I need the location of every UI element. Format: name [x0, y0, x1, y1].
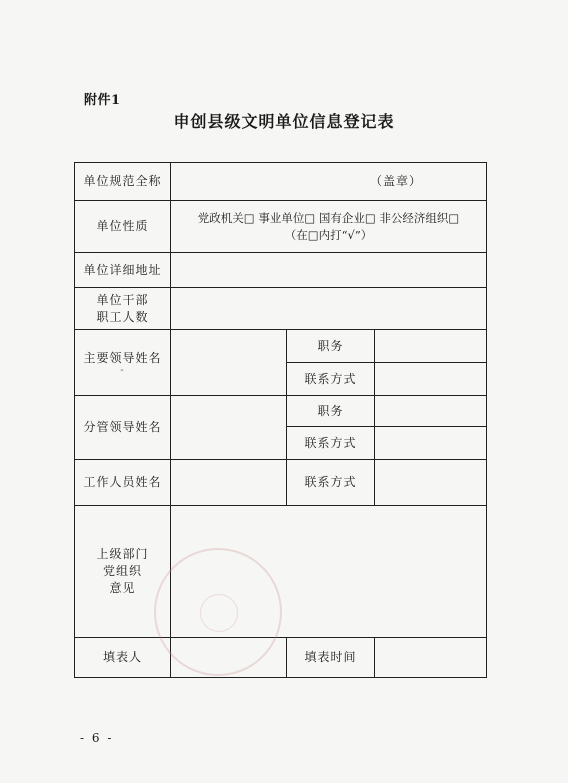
- page-number: - 6 -: [80, 731, 114, 745]
- attachment-label: 附件1: [84, 93, 121, 108]
- fill-time-field[interactable]: [375, 638, 487, 678]
- faint-seal-stamp: [154, 548, 282, 676]
- form-title: 申创县级文明单位信息登记表: [173, 112, 395, 131]
- unit-nature-field[interactable]: [171, 201, 487, 253]
- filler-label: 填表人: [75, 638, 171, 678]
- staff-count-label: [75, 288, 171, 330]
- staff-count-label-line1: 单位干部: [96, 292, 149, 307]
- unit-name-row: [75, 163, 487, 201]
- address-field[interactable]: [171, 253, 487, 288]
- address-label: 单位详细地址: [75, 253, 171, 288]
- staff-name-label: 工作人员姓名: [75, 460, 171, 506]
- unit-name-field[interactable]: [171, 163, 487, 201]
- main-leader-position-label: 职务: [287, 330, 375, 363]
- filler-row: [75, 638, 487, 678]
- staff-contact-field[interactable]: [375, 460, 487, 506]
- staff-count-field[interactable]: [171, 288, 487, 330]
- main-leader-contact-label: 联系方式: [287, 363, 375, 396]
- seal-note: （盖章）: [370, 174, 423, 188]
- unit-nature-options: 党政机关□ 事业单位□ 国有企业□ 非公经济组织□: [197, 210, 460, 225]
- deputy-leader-contact-label: 联系方式: [287, 427, 375, 460]
- staff-name-field[interactable]: [171, 460, 287, 506]
- deputy-leader-label: 分管领导姓名: [75, 396, 171, 460]
- deputy-leader-row-1: [75, 396, 487, 427]
- unit-nature-hint: （在□内打“√”）: [284, 227, 373, 242]
- main-leader-contact-field[interactable]: [375, 363, 487, 396]
- unit-nature-row: [75, 201, 487, 253]
- unit-nature-label: 单位性质: [75, 201, 171, 253]
- main-leader-label: [75, 330, 171, 396]
- opinion-label-line1: 上级部门: [96, 547, 149, 561]
- deputy-leader-name-field[interactable]: [171, 396, 287, 460]
- fill-time-label: 填表时间: [287, 638, 375, 678]
- opinion-label-line2: 党组织: [102, 564, 142, 578]
- staff-name-row: [75, 460, 487, 506]
- main-leader-position-field[interactable]: [375, 330, 487, 363]
- unit-name-label: 单位规范全称: [75, 163, 171, 201]
- deputy-leader-position-label: 职务: [287, 396, 375, 427]
- main-leader-name-field[interactable]: [171, 330, 287, 396]
- deputy-leader-contact-field[interactable]: [375, 427, 487, 460]
- staff-contact-label: 联系方式: [287, 460, 375, 506]
- address-row: [75, 253, 487, 288]
- opinion-label-line3: 意见: [109, 581, 136, 595]
- staff-count-label-line2: 职工人数: [96, 309, 149, 324]
- main-leader-row-1: [75, 330, 487, 363]
- main-leader-label-text: 主要领导姓名: [83, 351, 162, 365]
- staff-count-row: [75, 288, 487, 330]
- deputy-leader-position-field[interactable]: [375, 396, 487, 427]
- main-leader-mark: -: [120, 365, 125, 376]
